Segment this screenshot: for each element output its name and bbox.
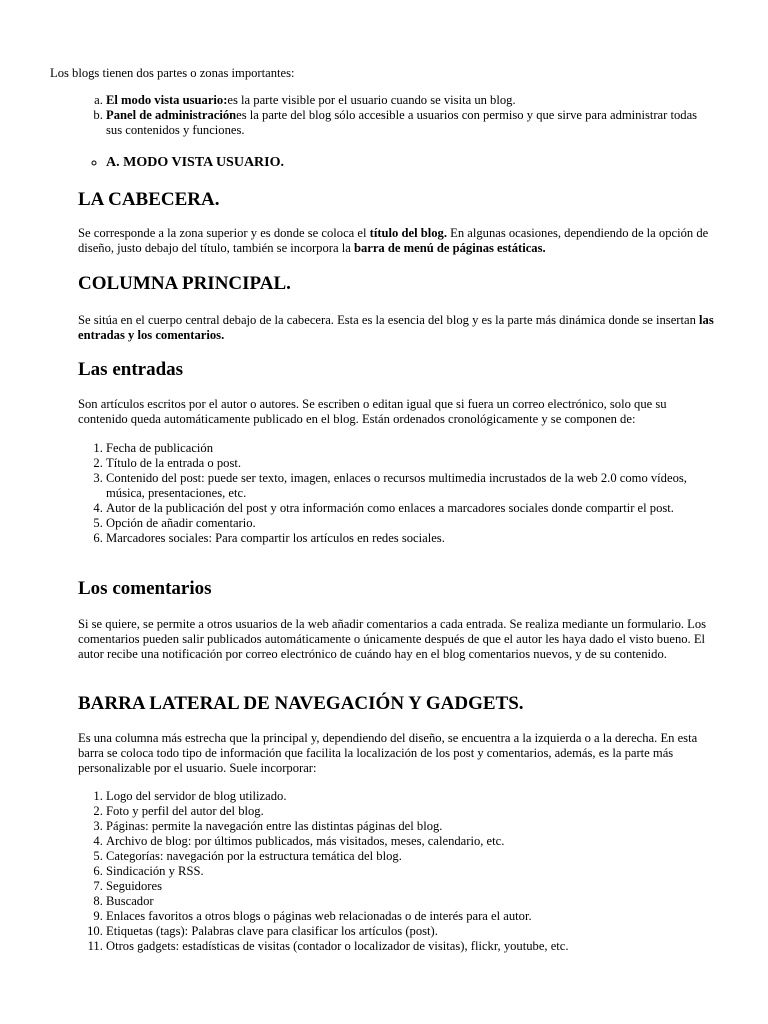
entradas-list [106,441,718,546]
part-text: es la parte del blog sólo accesible a usuarios con permiso y que sirve para administrar todas sus contenidos y funciones. [106,108,698,137]
list-item [106,108,706,138]
section-heading-barra: BARRA LATERAL DE NAVEGACIÓN Y GADGETS. [78,693,524,714]
list-item [106,93,706,108]
barra-list [106,789,718,954]
comentarios-paragraph: Si se quiere, se permite a otros usuarios de la web añadir comentarios a cada entrada. Se realiza mediante un formulario. Los comentarios pueden salir publicados automáticamente o únicamente después de que el autor les haya dado el visto bueno. El autor recibe una notificación por correo electrónico de cuándo hay en el blog comentarios nuevos, y de su contenido. [78,617,707,661]
mode-heading: A. MODO VISTA USUARIO. [106,155,285,170]
list-item: 3. Contenido del post: puede ser texto, imagen, enlaces o recursos multimedia incrustados de la web 2.0 como vídeos, música, presentaciones, etc. [106,471,718,501]
cabecera-paragraph: Se corresponde a la zona superior y es donde se coloca el título del blog. En algunas ocasiones, dependiendo de la opción de diseño, justo debajo del título, también se incorpora la barra de menú de páginas estáticas. [78,226,709,255]
list-item: 7. Seguidores [106,879,718,894]
list-item: 11. Otros gadgets: estadísticas de visitas (contador o localizador de visitas), flickr, youtube, etc. [106,939,718,954]
mode-bullet-list [106,154,284,171]
part-title: El modo vista usuario: [106,93,228,107]
list-item: 3. Páginas: permite la navegación entre las distintas páginas del blog. [106,819,718,834]
list-item: 1. Logo del servidor de blog utilizado. [106,789,718,804]
section-heading-cabecera: LA CABECERA. [78,189,220,210]
barra-paragraph: Es una columna más estrecha que la principal y, dependiendo del diseño, se encuentra a la izquierda o a la derecha. En esta barra se coloca todo tipo de información que facilita la localización de los post y comentarios, además, es la parte más personalizable por el usuario. Suele incorporar: [78,731,698,775]
list-item: 8. Buscador [106,894,718,909]
section-heading-comentarios: Los comentarios [78,578,212,599]
list-item [106,154,284,171]
part-text: es la parte visible por el usuario cuando se visita un blog. [227,93,516,107]
list-item: 2. Título de la entrada o post. [106,456,718,471]
list-item: 4. Archivo de blog: por últimos publicados, más visitados, meses, calendario, etc. [106,834,718,849]
list-item: 6. Sindicación y RSS. [106,864,718,879]
intro-text: Los blogs tienen dos partes o zonas importantes: [50,66,295,80]
list-item: 6. Marcadores sociales: Para compartir los artículos en redes sociales. [106,531,718,546]
entradas-paragraph: Son artículos escritos por el autor o autores. Se escriben o editan igual que si fuera un correo electrónico, solo que su contenido queda automáticamente publicado en el blog. Están ordenados cronológicamente y se componen de: [78,397,667,426]
list-item: 2. Foto y perfil del autor del blog. [106,804,718,819]
list-item: 5. Opción de añadir comentario. [106,516,718,531]
list-item: 9. Enlaces favoritos a otros blogs o páginas web relacionadas o de interés para el autor. [106,909,718,924]
section-heading-columna: COLUMNA PRINCIPAL. [78,273,291,294]
part-title: Panel de administración [106,108,237,122]
list-item: 5. Categorías: navegación por la estructura temática del blog. [106,849,718,864]
section-heading-entradas: Las entradas [78,359,184,380]
list-item: 10. Etiquetas (tags): Palabras clave para clasificar los artículos (post). [106,924,718,939]
columna-paragraph: Se sitúa en el cuerpo central debajo de la cabecera. Esta es la esencia del blog y es la parte más dinámica donde se insertan las entradas y los comentarios. [78,313,714,342]
list-item: 4. Autor de la publicación del post y otra información como enlaces a marcadores sociales donde compartir el post. [106,501,718,516]
list-item: 1. Fecha de publicación [106,441,718,456]
blog-parts-list [106,93,706,138]
